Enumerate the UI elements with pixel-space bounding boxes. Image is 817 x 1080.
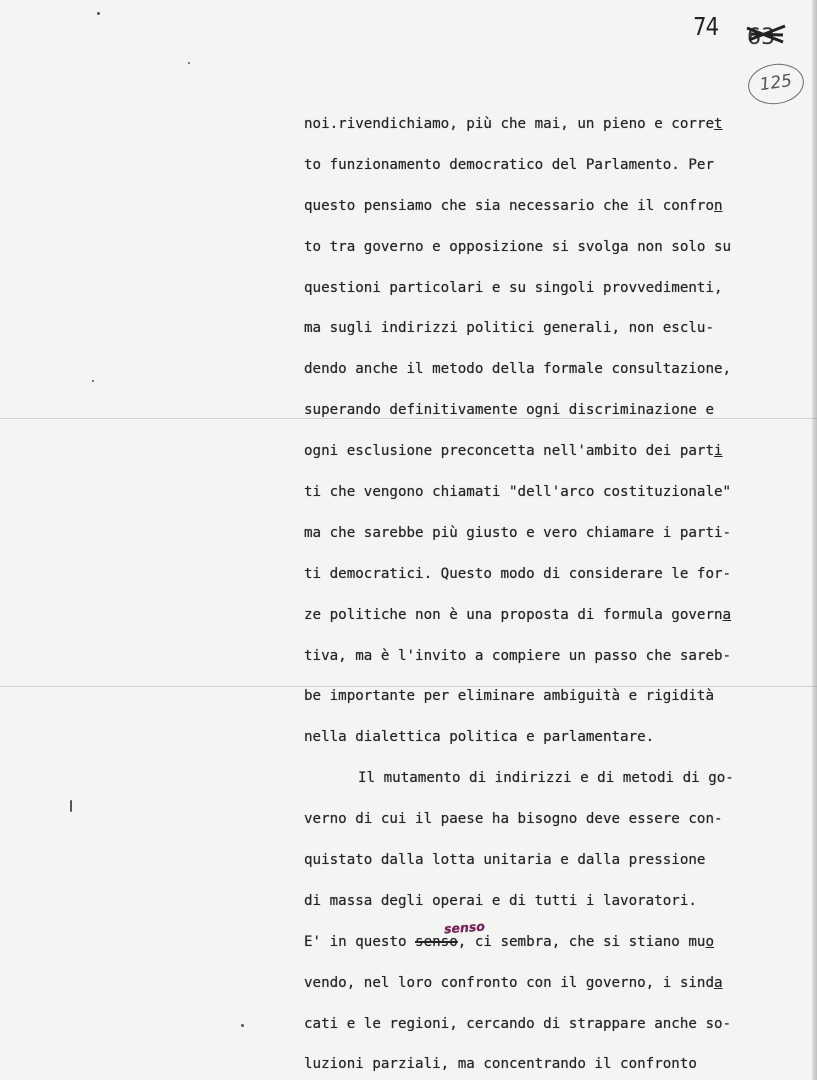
struck-folio-text: 63	[747, 25, 775, 50]
line-text: verno di cui il paese ha bisogno deve essere con-	[304, 811, 723, 828]
underlined-hyphen-letter: i	[714, 443, 723, 460]
line-text-after-correction: , ci sembra, che si stiano mu	[457, 933, 706, 950]
line-text: E' in questo	[304, 933, 416, 950]
text-line	[304, 560, 817, 601]
text-line	[304, 723, 817, 764]
line-text: to funzionamento democratico del Parlamento. Per	[304, 156, 714, 173]
line-text: ogni esclusione preconcetta nell'ambito dei part	[304, 443, 714, 460]
text-line	[304, 642, 817, 683]
text-line	[304, 478, 817, 519]
line-text: ma che sarebbe più giusto e vero chiamare i parti-	[304, 524, 732, 541]
text-line	[304, 233, 817, 274]
folio-number: 74	[693, 12, 719, 41]
line-text: be importante per eliminare ambiguità e rigidità	[304, 688, 714, 705]
paper-speck	[92, 380, 94, 382]
text-line	[304, 437, 817, 478]
typewritten-body	[304, 110, 817, 1080]
line-text: questioni particolari e su singoli provvedimenti,	[304, 279, 723, 296]
paper-speck	[97, 12, 100, 15]
text-line	[304, 1010, 817, 1051]
line-text: cati e le regioni, cercando di strappare anche so-	[304, 1015, 732, 1032]
underlined-hyphen-letter: t	[714, 116, 723, 132]
struck-folio-number	[745, 20, 787, 50]
text-line	[304, 682, 817, 723]
text-line	[304, 110, 817, 151]
text-line	[304, 764, 817, 805]
underlined-hyphen-letter: n	[714, 197, 723, 214]
struck-word: senso	[415, 933, 458, 950]
line-text: quistato dalla lotta unitaria e dalla pressione	[304, 852, 706, 869]
paper-speck	[70, 800, 72, 812]
underlined-hyphen-letter: o	[705, 933, 715, 950]
line-text: di massa degli operai e di tutti i lavoratori.	[304, 892, 697, 909]
text-line	[304, 519, 817, 560]
text-line	[304, 314, 817, 355]
text-line	[304, 805, 817, 846]
underlined-hyphen-letter: a	[722, 606, 732, 623]
line-text: to tra governo e opposizione si svolga non solo su	[304, 238, 732, 255]
text-line	[304, 969, 817, 1010]
line-text: ti che vengono chiamati "dell'arco costituzionale"	[304, 484, 732, 501]
text-line	[304, 887, 817, 928]
paper-speck	[188, 62, 190, 64]
text-line	[304, 601, 817, 642]
line-text: ti democratici. Questo modo di considerare le for-	[304, 565, 732, 582]
text-line	[304, 1050, 817, 1080]
line-text: Il mutamento di indirizzi e di metodi di go-	[358, 770, 734, 787]
text-line	[304, 192, 817, 233]
text-line	[304, 396, 817, 437]
handwritten-insertion: senso	[443, 918, 486, 937]
line-text: dendo anche il metodo della formale consultazione,	[304, 361, 732, 378]
line-text: superando definitivamente ogni discriminazione e	[304, 402, 714, 419]
line-text: luzioni parziali, ma concentrando il confronto	[304, 1056, 697, 1073]
text-line	[304, 355, 817, 396]
line-text: ze politiche non è una proposta di formula govern	[304, 606, 723, 623]
text-line	[304, 846, 817, 887]
line-text: tiva, ma è l'invito a compiere un passo che sareb-	[304, 647, 732, 664]
text-line	[304, 151, 817, 192]
line-text: questo pensiamo che sia necessario che il confro	[304, 197, 714, 214]
line-text: nella dialettica politica e parlamentare.	[304, 729, 655, 746]
line-text: noi.rivendichiamo, più che mai, un pieno e corre	[304, 116, 714, 132]
text-line	[304, 918, 817, 969]
underlined-hyphen-letter: a	[714, 974, 723, 991]
line-text: ma sugli indirizzi politici generali, non esclu-	[304, 320, 714, 337]
line-text: vendo, nel loro confronto con il governo, i sind	[304, 974, 714, 991]
paper-speck	[241, 1024, 244, 1027]
text-line	[304, 274, 817, 315]
archive-stamp-number: 125	[745, 60, 806, 107]
